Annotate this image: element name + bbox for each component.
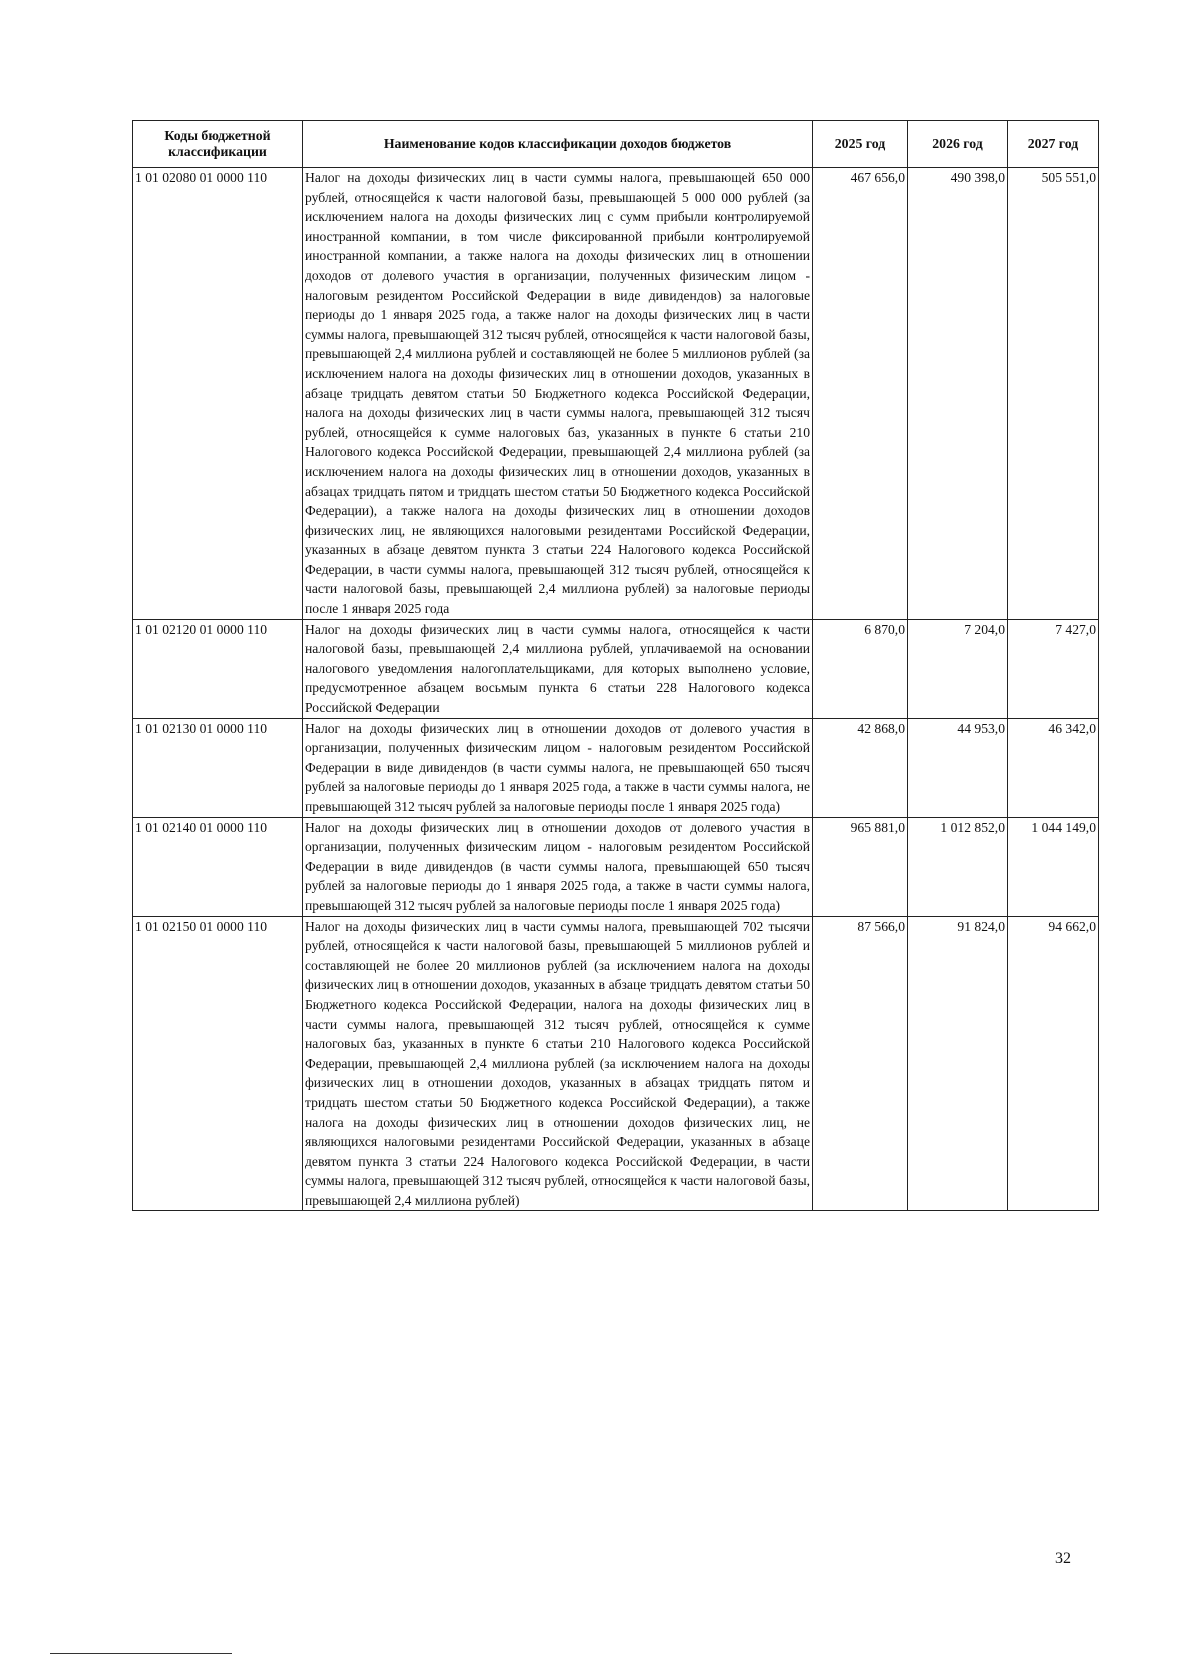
row-value-2027: 7 427,0 <box>1008 619 1099 718</box>
header-2026: 2026 год <box>908 121 1008 168</box>
header-2027: 2027 год <box>1008 121 1099 168</box>
footer-divider <box>50 1653 232 1654</box>
row-value-2027: 94 662,0 <box>1008 916 1099 1211</box>
row-name: Налог на доходы физических лиц в отношении доходов от долевого участия в организации, полученных физическим лицом - налоговым резидентом Российской Федерации в виде дивидендов (в части суммы налога, не превышающей 650 тысяч рублей за налоговые периоды до 1 января 2025 года, а также в части суммы налога, не превышающей 312 тысяч рублей за налоговые периоды после 1 января 2025 года) <box>303 718 813 817</box>
page-number: 32 <box>1055 1550 1071 1567</box>
row-value-2025: 87 566,0 <box>813 916 908 1211</box>
row-value-2027: 505 551,0 <box>1008 168 1099 620</box>
row-code: 1 01 02120 01 0000 110 <box>133 619 303 718</box>
row-value-2025: 42 868,0 <box>813 718 908 817</box>
table-row <box>133 817 1099 916</box>
row-code: 1 01 02080 01 0000 110 <box>133 168 303 620</box>
row-code: 1 01 02150 01 0000 110 <box>133 916 303 1211</box>
row-value-2026: 1 012 852,0 <box>908 817 1008 916</box>
table-row <box>133 168 1099 620</box>
row-code: 1 01 02130 01 0000 110 <box>133 718 303 817</box>
table-row <box>133 718 1099 817</box>
header-code: Коды бюджетной классификации <box>133 121 303 168</box>
header-name: Наименование кодов классификации доходов бюджетов <box>303 121 813 168</box>
row-value-2026: 91 824,0 <box>908 916 1008 1211</box>
row-value-2026: 7 204,0 <box>908 619 1008 718</box>
row-value-2025: 6 870,0 <box>813 619 908 718</box>
row-code: 1 01 02140 01 0000 110 <box>133 817 303 916</box>
budget-revenue-table <box>132 120 1099 1211</box>
row-name: Налог на доходы физических лиц в отношении доходов от долевого участия в организации, полученных физическим лицом - налоговым резидентом Российской Федерации в виде дивидендов (в части суммы налога, превышающей 650 тысяч рублей за налоговые периоды до 1 января 2025 года, а также в части суммы налога, превышающей 312 тысяч рублей за налоговые периоды после 1 января 2025 года) <box>303 817 813 916</box>
row-value-2025: 467 656,0 <box>813 168 908 620</box>
row-value-2025: 965 881,0 <box>813 817 908 916</box>
row-value-2027: 46 342,0 <box>1008 718 1099 817</box>
table-header-row <box>133 121 1099 168</box>
row-value-2026: 490 398,0 <box>908 168 1008 620</box>
table-row <box>133 916 1099 1211</box>
row-name: Налог на доходы физических лиц в части суммы налога, превышающей 702 тысячи рублей, относящейся к части налоговой базы, превышающей 5 миллионов рублей и составляющей не более 20 миллионов рублей (за исключением налога на доходы физических лиц в отношении доходов, указанных в абзаце тридцать девятом статьи 50 Бюджетного кодекса Российской Федерации, налога на доходы физических лиц в части суммы налога, превышающей 312 тысяч рублей, относящейся к сумме налоговых баз, указанных в пункте 6 статьи 210 Налогового кодекса Российской Федерации, превышающей 2,4 миллиона рублей (за исключением налога на доходы физических лиц в отношении доходов, указанных в абзацах тридцать пятом и тридцать шестом статьи 50 Бюджетного кодекса Российской Федерации), а также налога на доходы физических лиц в отношении доходов физических лиц, не являющихся налоговыми резидентами Российской Федерации, указанных в абзаце девятом пункта 3 статьи 224 Налогового кодекса Российской Федерации, в части суммы налога, превышающей 312 тысяч рублей, относящейся к части налоговой базы, превышающей 2,4 миллиона рублей) <box>303 916 813 1211</box>
header-2025: 2025 год <box>813 121 908 168</box>
row-name: Налог на доходы физических лиц в части суммы налога, превышающей 650 000 рублей, относящейся к части налоговой базы, превышающей 5 000 000 рублей (за исключением налога на доходы физических лиц с сумм прибыли контролируемой иностранной компании, в том числе фиксированной прибыли контролируемой иностранной компании, а также налога на доходы физических лиц в отношении доходов от долевого участия в организации, полученных физическим лицом - налоговым резидентом Российской Федерации в виде дивидендов) за налоговые периоды до 1 января 2025 года, а также налог на доходы физических лиц в части суммы налога, превышающей 312 тысяч рублей, относящейся к части налоговой базы, превышающей 2,4 миллиона рублей и составляющей не более 5 миллионов рублей (за исключением налога на доходы физических лиц в отношении доходов, указанных в абзаце тридцать девятом статьи 50 Бюджетного кодекса Российской Федерации, налога на доходы физических лиц в части суммы налога, превышающей 312 тысяч рублей, относящейся к сумме налоговых баз, указанных в пункте 6 статьи 210 Налогового кодекса Российской Федерации, превышающей 2,4 миллиона рублей (за исключением налога на доходы физических лиц в отношении доходов, указанных в абзацах тридцать пятом и тридцать шестом статьи 50 Бюджетного кодекса Российской Федерации), а также налога на доходы физических лиц в отношении доходов физических лиц, не являющихся налоговыми резидентами Российской Федерации, указанных в абзаце девятом пункта 3 статьи 224 Налогового кодекса Российской Федерации, в части суммы налога, превышающей 312 тысяч рублей, относящейся к части налоговой базы, превышающей 2,4 миллиона рублей) за налоговые периоды после 1 января 2025 года <box>303 168 813 620</box>
row-name: Налог на доходы физических лиц в части суммы налога, относящейся к части налоговой базы, превышающей 2,4 миллиона рублей, уплачиваемой на основании налогового уведомления налогоплательщиками, для которых выполнено условие, предусмотренное абзацем восьмым пункта 6 статьи 228 Налогового кодекса Российской Федерации <box>303 619 813 718</box>
row-value-2027: 1 044 149,0 <box>1008 817 1099 916</box>
row-value-2026: 44 953,0 <box>908 718 1008 817</box>
table-row <box>133 619 1099 718</box>
